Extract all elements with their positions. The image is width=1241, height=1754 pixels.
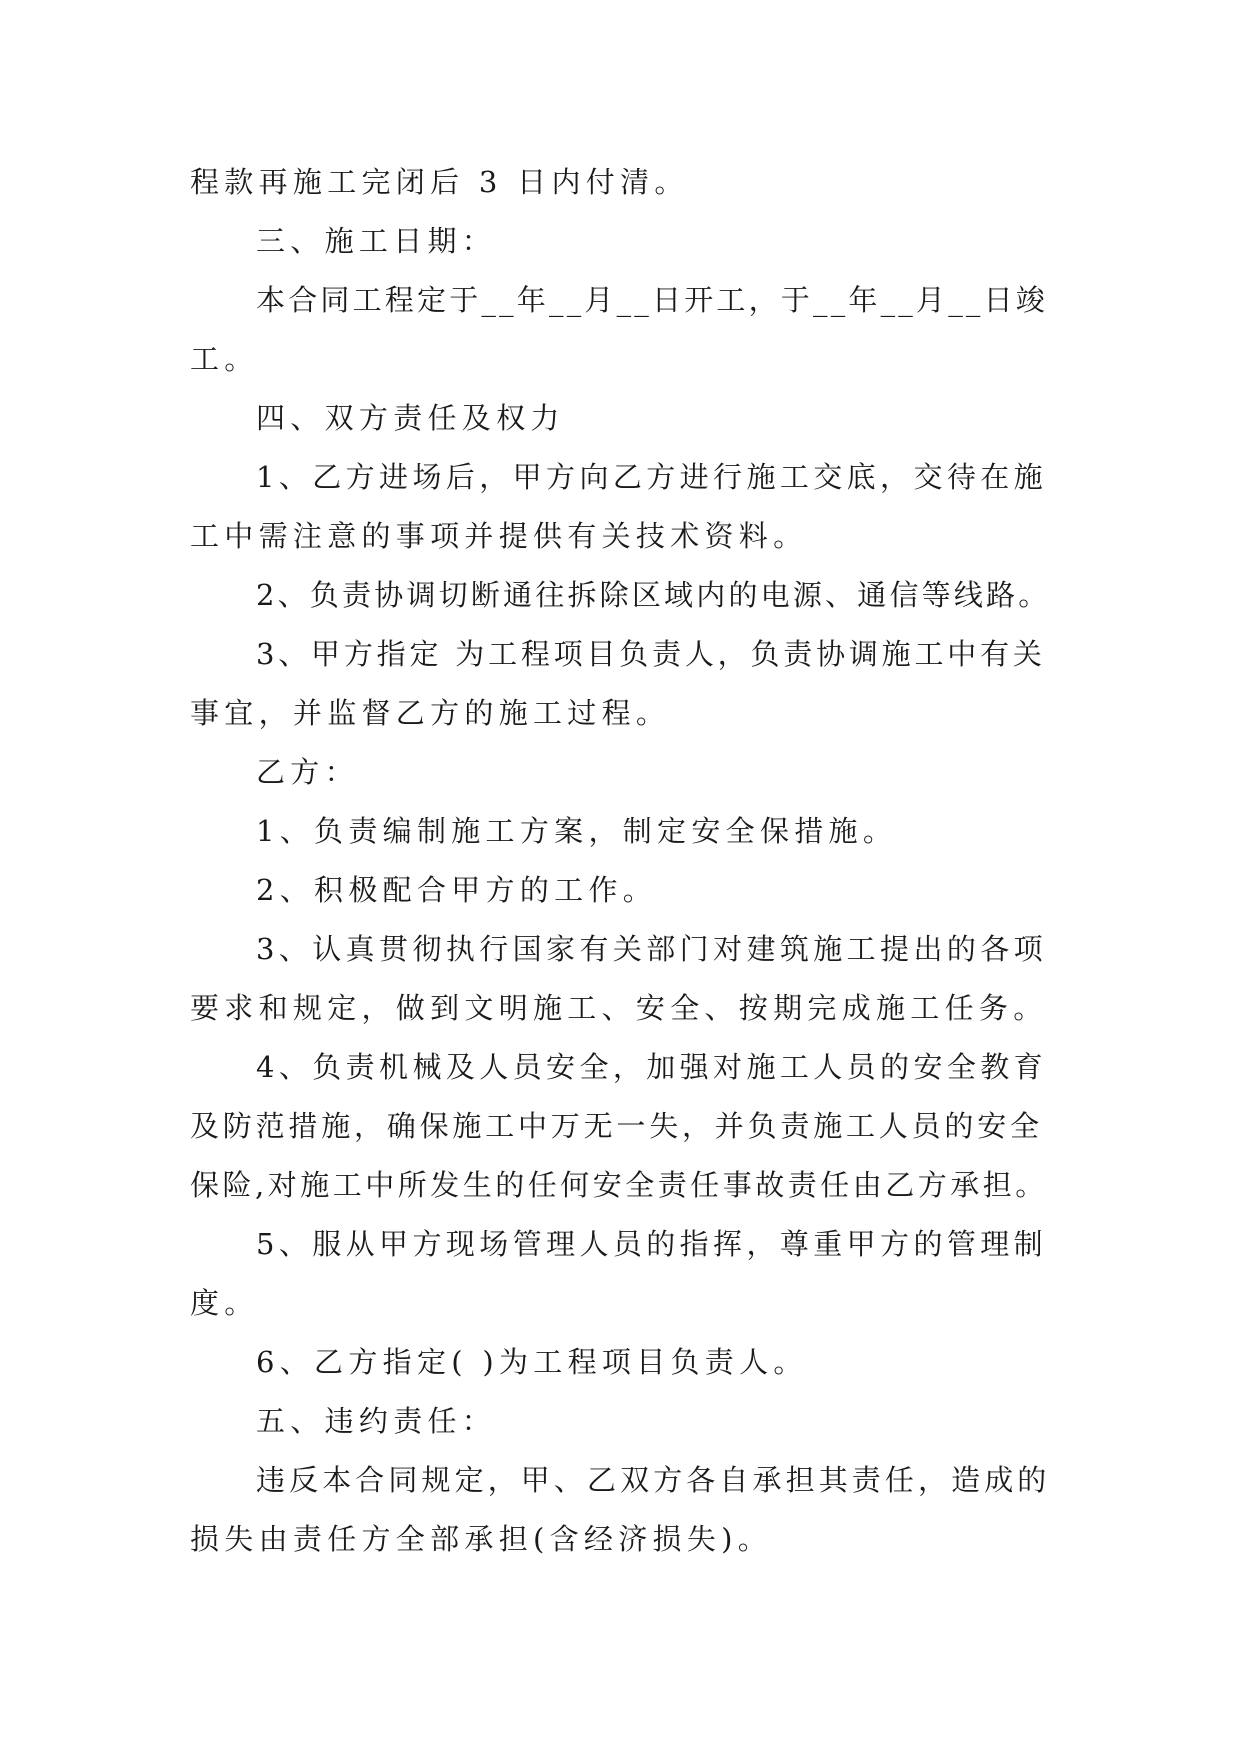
document-line: 要求和规定，做到文明施工、安全、按期完成施工任务。 xyxy=(190,991,1048,1025)
document-line: 违反本合同规定，甲、乙双方各自承担其责任，造成的 xyxy=(256,1463,1051,1497)
document-line: 本合同工程定于__年__月__日开工，于__年__月__日竣 xyxy=(256,283,1049,317)
document-line: 五、违约责任： xyxy=(256,1404,497,1438)
document-line: 程款再施工完闭后 3 日内付清。 xyxy=(190,165,689,199)
contract-body-text xyxy=(190,153,1050,1569)
document-line: 5、服从甲方现场管理人员的指挥，尊重甲方的管理制 xyxy=(256,1227,1048,1261)
document-line: 4、负责机械及人员安全，加强对施工人员的安全教育 xyxy=(256,1050,1048,1084)
document-line: 保险,对施工中所发生的任何安全责任事故责任由乙方承担。 xyxy=(190,1168,1048,1202)
document-line: 事宜，并监督乙方的施工过程。 xyxy=(190,696,671,730)
document-line: 及防范措施，确保施工中万无一失，并负责施工人员的安全 xyxy=(190,1109,1043,1143)
document-line: 3、认真贯彻执行国家有关部门对建筑施工提出的各项 xyxy=(256,932,1048,966)
document-line: 四、双方责任及权力 xyxy=(256,401,565,435)
document-line: 损失由责任方全部承担(含经济损失)。 xyxy=(190,1522,773,1556)
document-line: 乙方： xyxy=(256,755,359,789)
document-line: 1、乙方进场后，甲方向乙方进行施工交底，交待在施 xyxy=(256,460,1048,494)
document-line: 三、施工日期： xyxy=(256,224,497,258)
document-line: 工中需注意的事项并提供有关技术资料。 xyxy=(190,519,808,553)
document-line: 1、负责编制施工方案，制定安全保措施。 xyxy=(256,814,898,848)
document-line: 6、乙方指定( )为工程项目负责人。 xyxy=(256,1345,808,1379)
document-line: 工。 xyxy=(190,342,259,376)
document-line: 3、甲方指定 为工程项目负责人，负责协调施工中有关 xyxy=(256,637,1046,671)
document-line: 2、积极配合甲方的工作。 xyxy=(256,873,658,907)
document-line: 2、负责协调切断通往拆除区域内的电源、通信等线路。 xyxy=(256,578,1051,612)
document-line: 度。 xyxy=(190,1286,259,1320)
